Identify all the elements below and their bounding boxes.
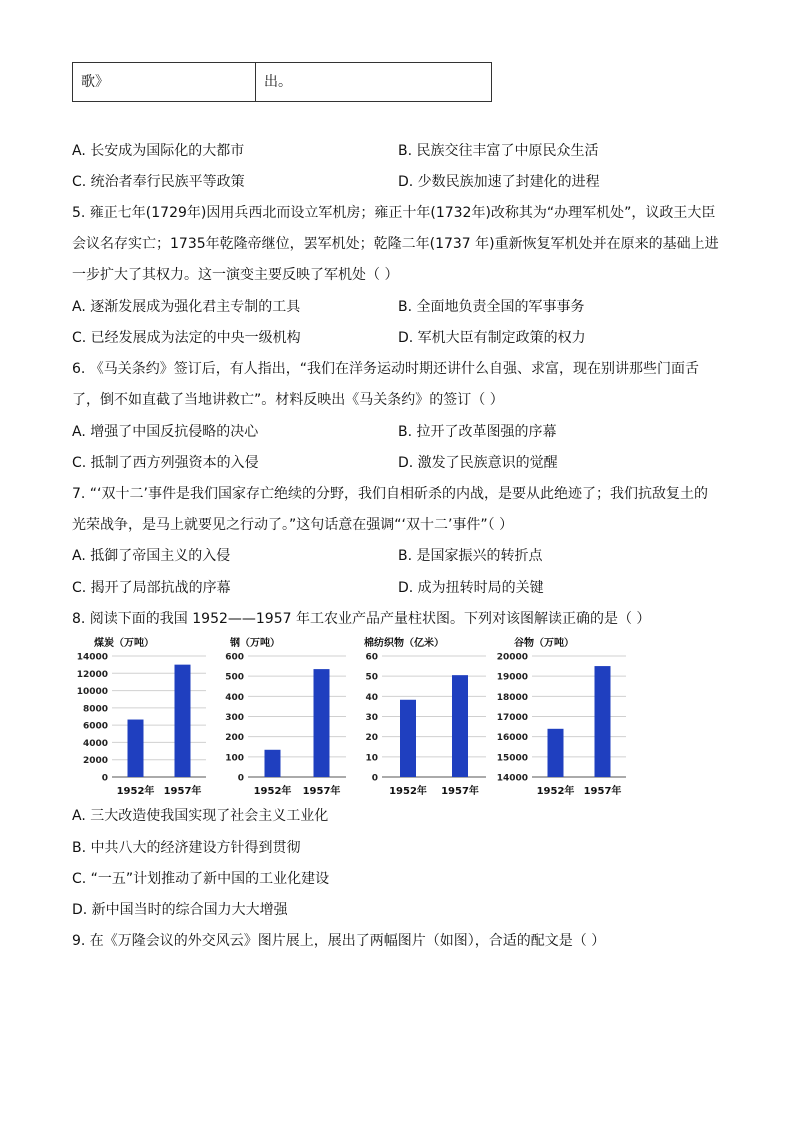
bar [400,700,416,777]
x-tick-label: 1952年 [389,786,427,797]
table-cell-out: 出。 [264,74,292,90]
q6-option-b[interactable]: B. 拉开了改革图强的序幕 [398,424,557,440]
y-tick-label: 600 [225,652,244,663]
bar [175,665,191,777]
y-tick-label: 19000 [496,672,528,683]
y-tick-label: 0 [101,773,108,784]
y-tick-label: 4000 [82,738,108,749]
x-tick-label: 1957年 [583,786,622,797]
y-tick-label: 2000 [82,756,108,767]
y-tick-label: 10 [365,753,378,764]
x-tick-label: 1957年 [163,786,202,797]
q6-option-c[interactable]: C. 抵制了西方列强资本的入侵 [72,455,259,471]
q7-option-b[interactable]: B. 是国家振兴的转折点 [398,548,543,564]
chart-title: 棉纺织物（亿米） [364,638,444,649]
y-tick-label: 500 [225,672,244,683]
y-tick-label: 30 [365,713,378,723]
y-tick-label: 8000 [82,704,108,715]
q6-stem-line-1: 6. 《马关条约》签订后，有人指出，“我们在洋务运动时期还讲什么自强、求富，现在别讲那些门面舌 [72,361,700,377]
chart-title: 谷物（万吨） [514,638,574,649]
bar [548,729,564,777]
y-tick-label: 16000 [496,733,528,744]
x-tick-label: 1952年 [253,786,292,797]
y-tick-label: 60 [365,652,378,663]
q5-stem-line-2: 会议名存实亡；1735年乾隆帝继位，罢军机处；乾隆二年(1737 年)重新恢复军机处并在原来的基础上进 [72,236,719,252]
y-tick-label: 400 [225,692,244,703]
q7-stem-line-2: 光荣战争，是马上就要见之行动了。”这句话意在强调“‘双十二’事件”（ ） [72,517,514,533]
y-tick-label: 0 [371,773,378,784]
q6-option-d[interactable]: D. 激发了民族意识的觉醒 [398,455,558,471]
q5-option-a[interactable]: A. 逐渐发展成为强化君主专制的工具 [72,299,301,315]
y-tick-label: 0 [237,773,244,784]
x-tick-label: 1952年 [116,786,155,797]
q8-stem: 8. 阅读下面的我国 1952——1957 年工农业产品产量柱状图。下列对该图解读正确的是（ ） [72,611,651,627]
q8-option-b[interactable]: B. 中共八大的经济建设方针得到贯彻 [72,840,301,856]
y-tick-label: 300 [225,713,244,723]
bar [314,669,330,777]
bar [265,750,281,777]
answer-table-fragment [72,62,492,102]
y-tick-label: 200 [225,733,244,744]
q8-option-a[interactable]: A. 三大改造使我国实现了社会主义工业化 [72,808,329,824]
y-tick-label: 20 [365,733,378,744]
y-tick-label: 17000 [496,713,528,723]
y-tick-label: 6000 [82,721,108,732]
y-tick-label: 20000 [496,652,528,663]
q4-option-d[interactable]: D. 少数民族加速了封建化的进程 [398,174,600,190]
q8-option-c[interactable]: C. “一五”计划推动了新中国的工业化建设 [72,871,330,887]
chart-title: 钢（万吨） [230,638,280,649]
table-cell-song: 歌》 [81,74,109,90]
y-tick-label: 12000 [76,669,108,680]
y-tick-label: 50 [365,672,378,683]
bar [595,666,611,777]
q5-option-b[interactable]: B. 全面地负责全国的军事事务 [398,299,585,315]
y-tick-label: 14000 [76,652,108,663]
y-tick-label: 14000 [496,773,528,784]
y-tick-label: 40 [365,692,378,703]
q4-option-a[interactable]: A. 长安成为国际化的大都市 [72,143,245,159]
q5-stem-line-1: 5. 雍正七年(1729年)因用兵西北而设立军机房；雍正十年(1732年)改称其为“办理军机处”，议政王大臣 [72,205,716,221]
x-tick-label: 1957年 [441,786,479,797]
y-tick-label: 100 [225,753,244,764]
production-bar-charts [72,632,632,802]
q5-option-c[interactable]: C. 已经发展成为法定的中央一级机构 [72,330,301,346]
bar [128,720,144,777]
q7-option-a[interactable]: A. 抵御了帝国主义的入侵 [72,548,231,564]
y-tick-label: 10000 [76,687,108,698]
bar [452,675,468,777]
q6-stem-line-2: 了，倒不如直截了当地讲救亡”。材料反映出《马关条约》的签订（ ） [72,392,504,408]
q4-option-c[interactable]: C. 统治者奉行民族平等政策 [72,174,245,190]
x-tick-label: 1952年 [536,786,575,797]
x-tick-label: 1957年 [302,786,341,797]
y-tick-label: 15000 [496,753,528,764]
y-tick-label: 18000 [496,692,528,703]
q7-option-c[interactable]: C. 揭开了局部抗战的序幕 [72,580,231,596]
q5-option-d[interactable]: D. 军机大臣有制定政策的权力 [398,330,586,346]
q9-stem: 9. 在《万隆会议的外交风云》图片展上，展出了两幅图片（如图），合适的配文是（ ） [72,933,606,949]
q4-option-b[interactable]: B. 民族交往丰富了中原民众生活 [398,143,599,159]
q7-option-d[interactable]: D. 成为扭转时局的关键 [398,580,544,596]
q8-option-d[interactable]: D. 新中国当时的综合国力大大增强 [72,902,288,918]
chart-title: 煤炭（万吨） [94,638,154,649]
q7-stem-line-1: 7. “‘双十二’事件是我们国家存亡绝续的分野，我们自相斫杀的内战，是要从此绝迹了；我们抗敌复土的 [72,486,708,502]
q5-stem-line-3: 一步扩大了其权力。这一演变主要反映了军机处（ ） [72,267,399,283]
q6-option-a[interactable]: A. 增强了中国反抗侵略的决心 [72,424,259,440]
